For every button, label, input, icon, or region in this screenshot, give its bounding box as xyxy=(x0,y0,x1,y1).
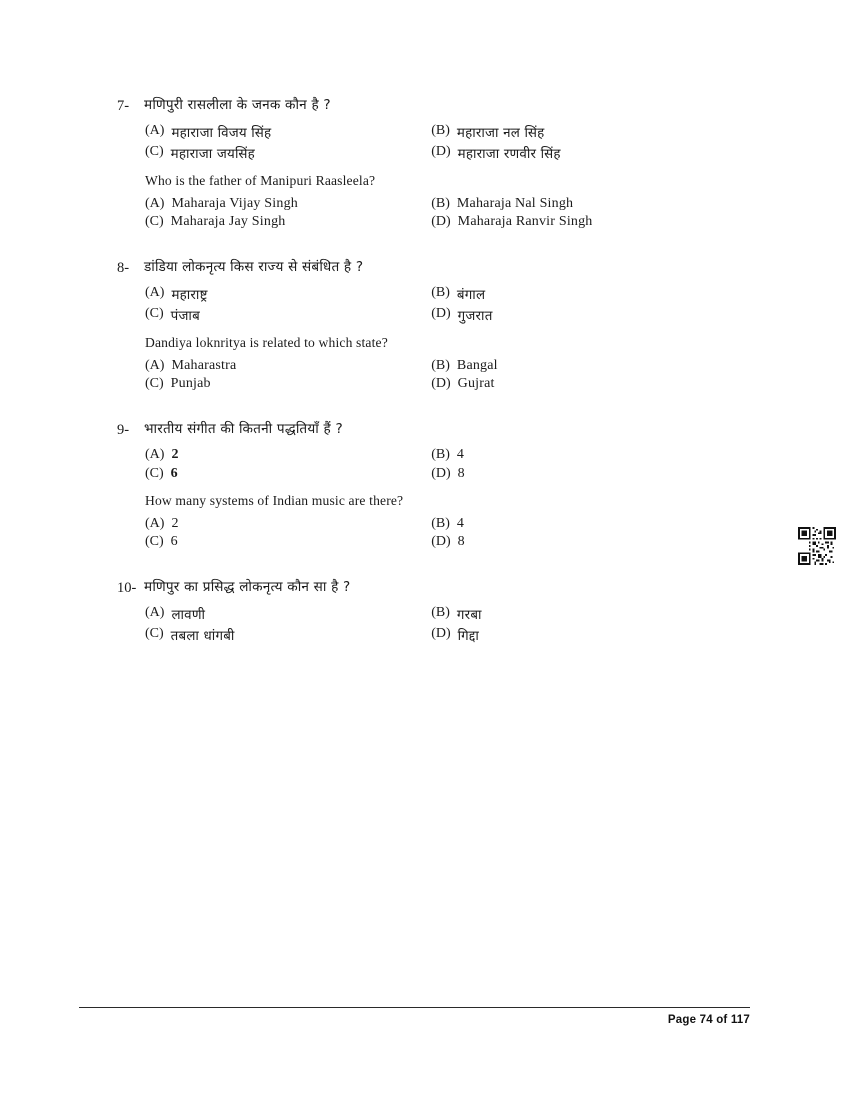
options-hindi xyxy=(118,447,678,482)
question-stem xyxy=(117,96,678,117)
option-d[interactable] xyxy=(431,626,678,644)
option-d[interactable] xyxy=(431,534,678,550)
option-value: बंगाल xyxy=(456,288,486,304)
option-label: (C) xyxy=(145,466,164,482)
option-d[interactable] xyxy=(431,306,678,324)
option-value: महाराजा रणवीर सिंह xyxy=(457,147,561,163)
option-row xyxy=(145,376,678,392)
option-b[interactable] xyxy=(431,516,678,532)
option-a[interactable] xyxy=(145,196,431,212)
question-text-english: Who is the father of Manipuri Raasleela? xyxy=(145,173,376,189)
option-row xyxy=(145,447,678,463)
option-value: 2 xyxy=(171,516,179,532)
option-label: (A) xyxy=(145,447,165,463)
option-label: (D) xyxy=(431,214,451,230)
option-b[interactable] xyxy=(431,447,678,463)
option-label: (C) xyxy=(145,376,164,392)
option-value: लावणी xyxy=(171,608,206,624)
question-block-9 xyxy=(118,420,678,550)
qr-code xyxy=(798,527,836,565)
option-value: महाराष्ट्र xyxy=(171,288,208,304)
option-value: गुजरात xyxy=(457,309,493,325)
option-value: 4 xyxy=(456,447,465,463)
option-row xyxy=(145,516,678,532)
option-label: (B) xyxy=(431,605,450,621)
option-label: (A) xyxy=(145,285,165,301)
question-number: 10- xyxy=(117,580,137,597)
option-c[interactable] xyxy=(145,534,431,550)
question-stem xyxy=(117,420,678,441)
option-label: (D) xyxy=(431,466,451,482)
option-label: (D) xyxy=(431,144,451,160)
option-label: (A) xyxy=(145,516,165,532)
option-a[interactable] xyxy=(145,285,431,303)
option-b[interactable] xyxy=(431,196,678,212)
option-c[interactable] xyxy=(145,214,431,230)
page-number: Page 74 of 117 xyxy=(667,1014,750,1026)
option-label: (D) xyxy=(431,534,451,550)
question-text-hindi: मणिपुरी रासलीला के जनक कौन है ? xyxy=(144,97,331,113)
option-value: तबला धांगबी xyxy=(170,629,235,645)
option-row xyxy=(145,306,678,324)
option-value: महाराजा नल सिंह xyxy=(456,126,545,142)
question-number: 8- xyxy=(117,260,130,277)
option-value: Maharaja Ranvir Singh xyxy=(457,214,593,230)
footer-divider xyxy=(79,1007,750,1008)
options-english xyxy=(118,516,678,550)
option-row xyxy=(145,123,678,141)
option-d[interactable] xyxy=(431,144,678,162)
option-b[interactable] xyxy=(431,358,678,374)
option-value: Maharaja Jay Singh xyxy=(170,214,286,230)
option-a[interactable] xyxy=(145,605,431,623)
options-hindi xyxy=(118,123,678,162)
option-b[interactable] xyxy=(431,605,678,623)
option-row xyxy=(145,534,678,550)
option-value: 6 xyxy=(170,466,178,482)
option-d[interactable] xyxy=(431,376,678,392)
question-block-10 xyxy=(118,578,678,644)
option-b[interactable] xyxy=(431,285,678,303)
option-value: 4 xyxy=(456,516,465,532)
question-number: 7- xyxy=(117,98,130,114)
options-hindi xyxy=(118,605,678,644)
option-c[interactable] xyxy=(145,466,431,482)
option-row xyxy=(145,144,678,162)
option-value: Maharaja Vijay Singh xyxy=(171,196,298,212)
option-row xyxy=(145,196,678,212)
block-spacer xyxy=(118,394,678,420)
question-list xyxy=(118,96,678,647)
option-value: Gujrat xyxy=(457,376,495,392)
option-label: (D) xyxy=(431,306,451,322)
option-c[interactable] xyxy=(145,626,431,644)
option-row xyxy=(145,605,678,623)
option-row xyxy=(145,285,678,303)
option-value: 8 xyxy=(457,534,465,550)
option-value: Maharastra xyxy=(171,358,237,374)
option-label: (A) xyxy=(145,123,165,139)
option-value: गरबा xyxy=(456,608,482,624)
option-c[interactable] xyxy=(145,376,431,392)
question-stem xyxy=(117,578,678,599)
options-english xyxy=(118,358,678,392)
question-text-english: Dandiya loknritya is related to which state? xyxy=(145,335,388,351)
question-block-8 xyxy=(118,258,678,392)
option-row xyxy=(145,626,678,644)
option-row xyxy=(145,214,678,230)
question-text-hindi: भारतीय संगीत की कितनी पद्धतियाँ हैं ? xyxy=(144,421,343,438)
question-block-7 xyxy=(118,96,678,230)
option-value: Punjab xyxy=(170,376,211,392)
question-text-hindi: मणिपुर का प्रसिद्ध लोकनृत्य कौन सा है ? xyxy=(144,579,351,596)
option-value: Bangal xyxy=(456,358,498,374)
option-row xyxy=(145,358,678,374)
option-a[interactable] xyxy=(145,516,431,532)
option-label: (A) xyxy=(145,196,165,212)
option-label: (C) xyxy=(145,534,164,550)
question-number: 9- xyxy=(117,422,130,439)
option-label: (B) xyxy=(431,285,450,301)
question-text-hindi: डांडिया लोकनृत्य किस राज्य से संबंधित है ? xyxy=(144,259,364,276)
block-spacer xyxy=(118,232,678,258)
option-value: Maharaja Nal Singh xyxy=(456,196,574,212)
option-value: 6 xyxy=(170,534,178,550)
option-label: (B) xyxy=(431,447,450,463)
option-label: (C) xyxy=(145,144,164,160)
option-value: 8 xyxy=(457,466,465,482)
option-value: महाराजा विजय सिंह xyxy=(171,126,272,142)
option-label: (D) xyxy=(431,376,451,392)
option-value: पंजाब xyxy=(170,309,200,325)
option-label: (C) xyxy=(145,306,164,322)
option-label: (A) xyxy=(145,605,165,621)
option-row xyxy=(145,466,678,482)
option-value: गिद्दा xyxy=(457,629,480,645)
question-stem xyxy=(117,258,678,279)
option-label: (B) xyxy=(431,196,450,212)
option-label: (A) xyxy=(145,358,165,374)
option-label: (D) xyxy=(431,626,451,642)
option-label: (B) xyxy=(431,516,450,532)
option-c[interactable] xyxy=(145,144,431,162)
question-text-english: How many systems of Indian music are there? xyxy=(145,493,404,509)
option-label: (C) xyxy=(145,214,164,230)
option-label: (B) xyxy=(431,123,450,139)
option-a[interactable] xyxy=(145,123,431,141)
option-c[interactable] xyxy=(145,306,431,324)
block-spacer xyxy=(118,552,678,578)
option-a[interactable] xyxy=(145,358,431,374)
option-label: (C) xyxy=(145,626,164,642)
option-label: (B) xyxy=(431,358,450,374)
option-a[interactable] xyxy=(145,447,431,463)
option-value: महाराजा जयसिंह xyxy=(170,147,255,163)
options-hindi xyxy=(118,285,678,324)
option-d[interactable] xyxy=(431,466,678,482)
option-b[interactable] xyxy=(431,123,678,141)
option-value: 2 xyxy=(171,447,179,463)
options-english xyxy=(118,196,678,230)
option-d[interactable] xyxy=(431,214,678,230)
